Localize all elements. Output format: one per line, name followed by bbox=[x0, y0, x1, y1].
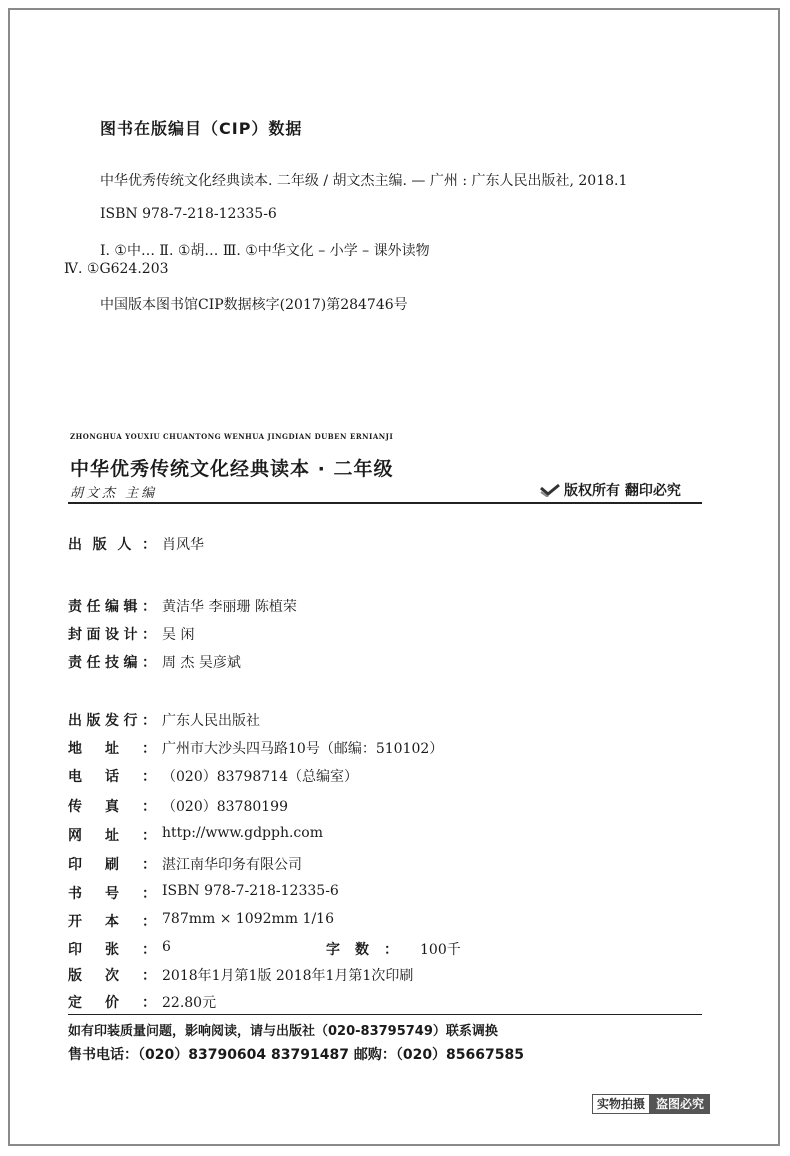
cip-classification-line2: Ⅳ. ①G624.203 bbox=[64, 261, 169, 277]
rights-notice bbox=[540, 480, 681, 500]
stamp-right-text: 盗图必究 bbox=[650, 1094, 710, 1114]
footer-divider bbox=[68, 1014, 702, 1015]
cip-verification-number: 中国版本图书馆CIP数据核字(2017)第284746号 bbox=[100, 297, 408, 313]
rights-text: 版权所有 翻印必究 bbox=[564, 483, 681, 499]
check-mark-icon bbox=[540, 483, 560, 497]
cip-heading: 图书在版编目（CIP）数据 bbox=[100, 119, 303, 138]
title-divider bbox=[68, 502, 702, 504]
editor-credit: 胡文杰 主编 bbox=[70, 486, 158, 501]
cip-isbn: ISBN 978-7-218-12335-6 bbox=[100, 206, 277, 222]
photo-watermark-stamp bbox=[592, 1094, 710, 1114]
cip-bibliographic-line: 中华优秀传统文化经典读本. 二年级 / 胡文杰主编. — 广州 : 广东人民出版社, 2018.1 bbox=[100, 173, 628, 189]
pinyin-grade: ERNIANJI bbox=[350, 432, 394, 441]
pinyin-title: ZHONGHUA YOUXIU CHUANTONG WENHUA JINGDIAN DUBEN bbox=[70, 432, 347, 441]
website-url: http://www.gdpph.com bbox=[162, 825, 323, 841]
book-title: 中华优秀传统文化经典读本 · 二年级 bbox=[70, 458, 394, 480]
footer-sales-phone: 售书电话：（020）83790604 83791487 邮购：（020）85667585 bbox=[68, 1047, 524, 1063]
cip-classification-line1: Ⅰ. ①中… Ⅱ. ①胡… Ⅲ. ①中华文化 – 小学 – 课外读物 bbox=[100, 243, 430, 259]
footer-quality-notice: 如有印装质量问题，影响阅读，请与出版社（020-83795749）联系调换 bbox=[68, 1024, 498, 1039]
stamp-left-text: 实物拍摄 bbox=[592, 1094, 650, 1114]
